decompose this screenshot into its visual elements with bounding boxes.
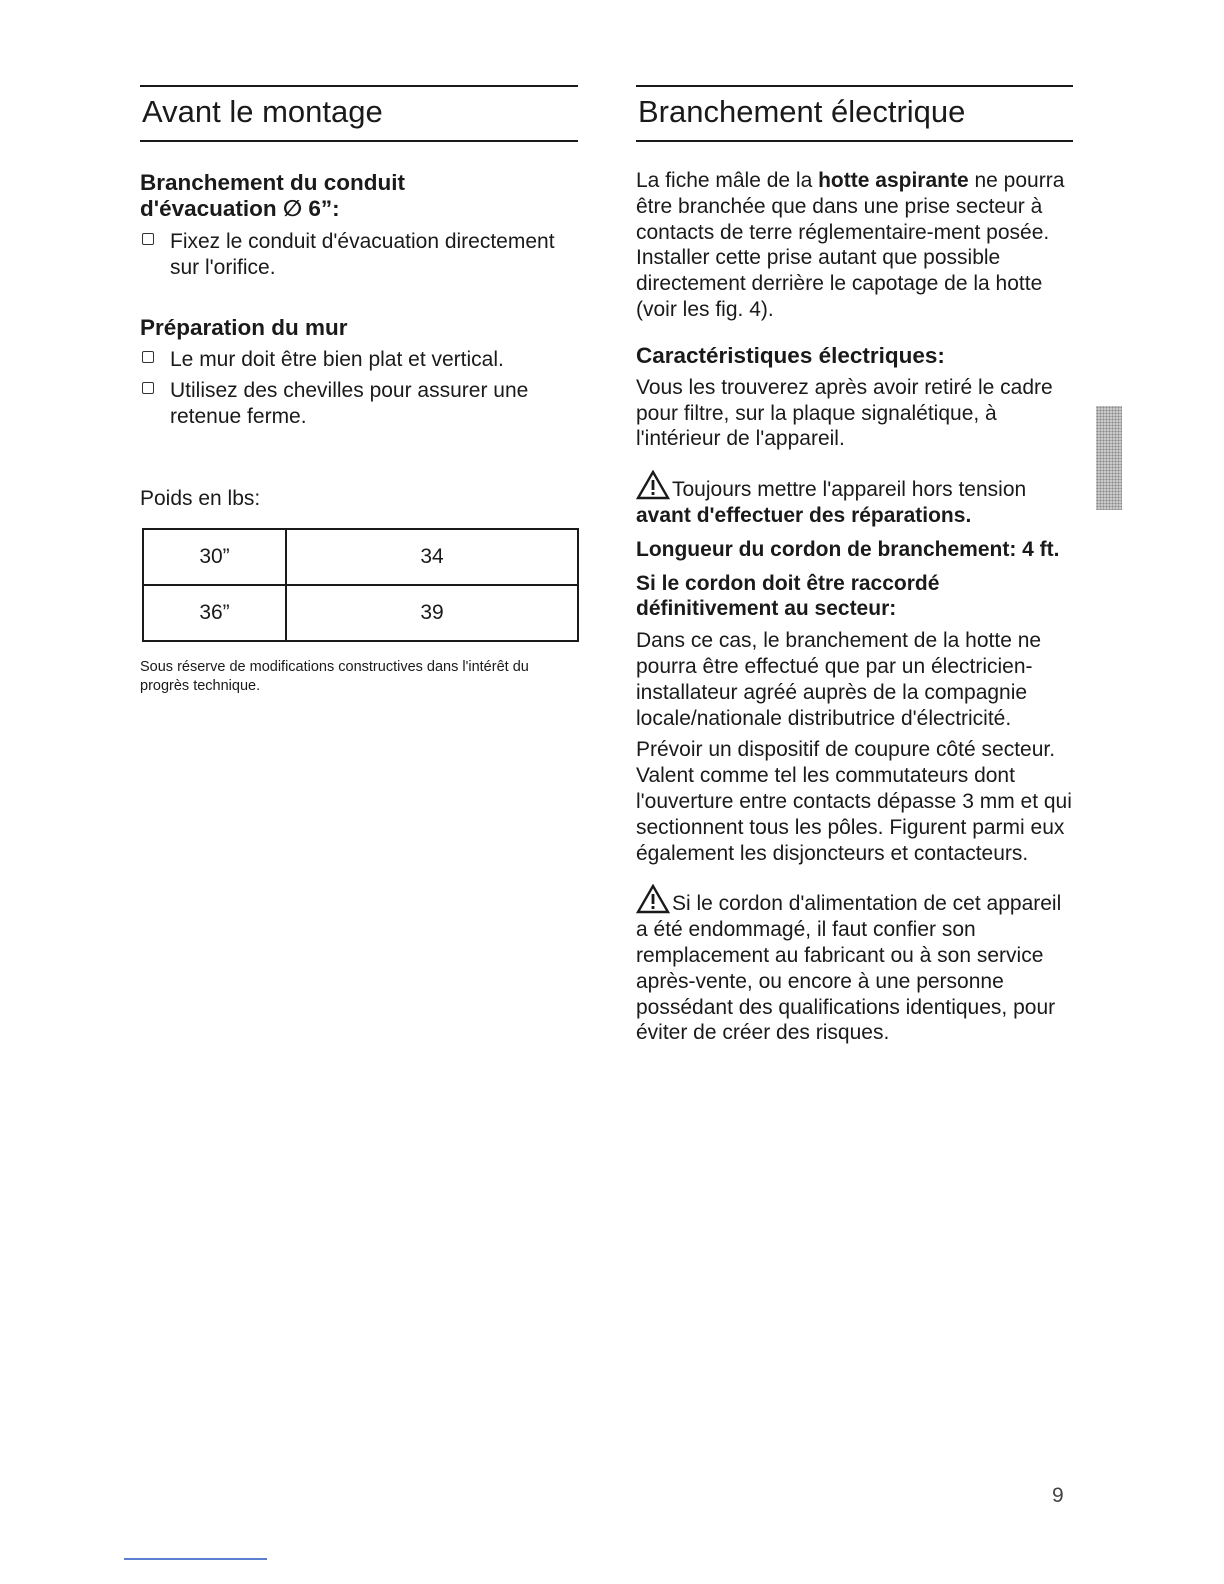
warning-triangle-icon	[636, 884, 670, 914]
wall-bullet-2-text: Utilisez des chevilles pour assurer une retenue ferme.	[170, 379, 529, 429]
checkbox-bullet-icon	[142, 351, 154, 363]
warning-1-text: Toujours mettre l'appareil hors tension	[672, 478, 1027, 502]
language-tab-marker	[1096, 406, 1122, 510]
wall-bullet-1	[140, 347, 578, 373]
right-column	[636, 85, 1073, 1046]
warning-triangle-icon	[636, 470, 670, 500]
warning-2	[636, 884, 1073, 1046]
duct-bullet	[140, 229, 578, 281]
intro-text-a: La fiche mâle de la	[636, 169, 819, 192]
weights-table	[142, 528, 579, 642]
table-row	[143, 585, 578, 641]
wall-bullet-1-text: Le mur doit être bien plat et vertical.	[170, 347, 504, 371]
page-number: 9	[1052, 1484, 1064, 1507]
specs-text: Vous les trouverez après avoir retiré le cadre pour filtre, sur la plaque signalétique, à l'intérieur de l'appareil.	[636, 375, 1053, 451]
section-heading-avant-le-montage: Avant le montage	[140, 85, 578, 142]
intro-text-b: ne pourra être branchée que dans une prise secteur à contacts de terre réglementaire-ment posée. Installer cette prise autant que possible directement derrière le capotage de la hotte (voir les fig. 4).	[636, 169, 1065, 321]
weights-title: Poids en lbs:	[140, 486, 261, 510]
specs-title: Caractéristiques électriques:	[636, 342, 945, 368]
weight-cell: 34	[286, 529, 578, 585]
technical-note: Sous réserve de modifications constructives dans l'intérêt du progrès technique.	[140, 658, 529, 694]
permanent-connection-title: Si le cordon doit être raccordé définitivement au secteur:	[636, 571, 940, 621]
warning-1-bold: avant d'effectuer des réparations.	[636, 503, 972, 527]
table-row	[143, 529, 578, 585]
left-column	[140, 85, 578, 696]
duct-bullet-text: Fixez le conduit d'évacuation directement sur l'orifice.	[170, 230, 555, 279]
warning-1	[636, 470, 1073, 529]
cord-length: Longueur du cordon de branchement: 4 ft.	[636, 537, 1060, 561]
wall-bullet-2	[140, 378, 578, 430]
section-heading-branchement-electrique: Branchement électrique	[636, 85, 1073, 142]
duct-title	[140, 170, 578, 222]
size-cell: 30”	[143, 529, 286, 585]
intro-text-bold: hotte aspirante	[818, 169, 969, 192]
weight-cell: 39	[286, 585, 578, 641]
wall-title: Préparation du mur	[140, 314, 348, 340]
checkbox-bullet-icon	[142, 382, 154, 394]
duct-title-line2: d'évacuation ∅ 6”:	[140, 196, 340, 221]
intro-paragraph	[636, 168, 1073, 323]
size-cell: 36”	[143, 585, 286, 641]
duct-title-line1: Branchement du conduit	[140, 170, 406, 195]
footer-rule	[124, 1558, 267, 1560]
checkbox-bullet-icon	[142, 233, 154, 245]
warning-2-text: Si le cordon d'alimentation de cet appareil a été endommagé, il faut confier son remplacement au fabricant ou à son service après-vente, ou encore à une personne possédant des qualifications identiques, pour éviter de créer des risques.	[636, 892, 1062, 1045]
disconnect-text: Prévoir un dispositif de coupure côté secteur. Valent comme tel les commutateurs dont l'ouverture entre contacts dépasse 3 mm et qui sectionnent tous les pôles. Figurent parmi eux également les disjoncteurs et contacteurs.	[636, 738, 1072, 865]
permanent-connection-text: Dans ce cas, le branchement de la hotte ne pourra être effectué que par un électricien-installateur agréé auprès de la compagnie locale/nationale distributrice d'électricité.	[636, 629, 1042, 730]
